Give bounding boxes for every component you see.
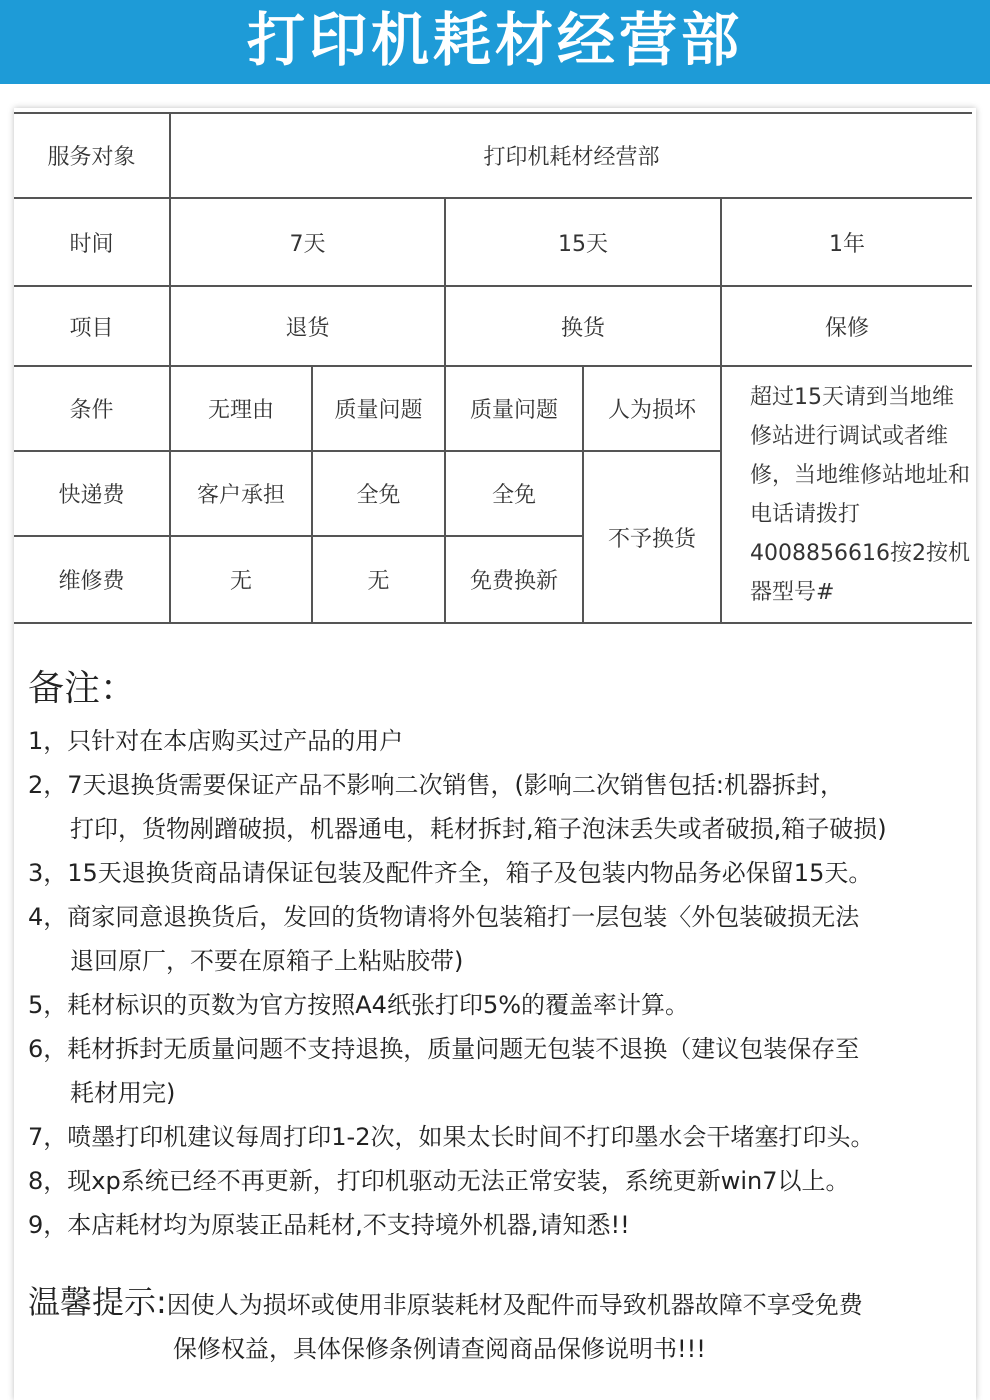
table-row	[14, 113, 972, 198]
note-item: 3，15天退换货商品请保证包装及配件齐全，箱子及包装内物品务必保留15天。	[28, 859, 873, 887]
table-row	[14, 198, 972, 286]
cell: 无	[170, 536, 312, 623]
row-label: 项目	[14, 286, 170, 366]
cell: 客户承担	[170, 451, 312, 536]
cell: 15天	[445, 198, 721, 286]
note-item: 7，喷墨打印机建议每周打印1-2次，如果太长时间不打印墨水会干堵塞打印头。	[28, 1123, 875, 1151]
tip-label: 温馨提示:	[28, 1283, 167, 1321]
note-item: 耗材用完)	[70, 1079, 176, 1107]
row-label: 维修费	[14, 536, 170, 623]
row-label: 条件	[14, 366, 170, 451]
cell: 免费换新	[445, 536, 583, 623]
warranty-cell: 超过15天请到当地维修站进行调试或者维修，当地维修站地址和电话请拨打4008856616按2按机器型号#	[721, 366, 972, 623]
tip-text-2: 保修权益，具体保修条例请查阅商品保修说明书!!!	[173, 1335, 706, 1363]
cell: 质量问题	[445, 366, 583, 451]
tip-section	[28, 1280, 978, 1371]
cell: 全免	[312, 451, 445, 536]
notes-title: 备注：	[28, 668, 137, 709]
note-item: 6，耗材拆封无质量问题不支持退换，质量问题无包装不退换（建议包装保存至	[28, 1035, 860, 1063]
cell: 质量问题	[312, 366, 445, 451]
cell: 无理由	[170, 366, 312, 451]
cell: 人为损坏	[583, 366, 721, 451]
tip-text: 因使人为损坏或使用非原装耗材及配件而导致机器故障不享受免费	[166, 1291, 863, 1319]
banner-title: 打印机耗材经营部	[0, 0, 990, 84]
cell: 退货	[170, 286, 445, 366]
note-item: 1，只针对在本店购买过产品的用户	[28, 727, 404, 755]
note-item: 打印，货物剐蹭破损，机器通电，耗材拆封,箱子泡沫丢失或者破损,箱子破损)	[70, 815, 887, 843]
cell: 打印机耗材经营部	[170, 113, 972, 198]
note-item: 9，本店耗材均为原装正品耗材,不支持境外机器,请知悉!!	[28, 1211, 630, 1239]
cell: 保修	[721, 286, 972, 366]
note-item: 5，耗材标识的页数为官方按照A4纸张打印5%的覆盖率计算。	[28, 991, 690, 1019]
service-table	[14, 112, 972, 624]
cell: 1年	[721, 198, 972, 286]
cell: 换货	[445, 286, 721, 366]
note-item: 2，7天退换货需要保证产品不影响二次销售，(影响二次销售包括:机器拆封，	[28, 771, 844, 799]
row-label: 时间	[14, 198, 170, 286]
row-label: 快递费	[14, 451, 170, 536]
note-item: 4，商家同意退换货后，发回的货物请将外包装箱打一层包装〈外包装破损无法	[28, 903, 860, 931]
cell: 无	[312, 536, 445, 623]
table-row	[14, 366, 972, 451]
row-label: 服务对象	[14, 113, 170, 198]
note-item: 退回原厂，不要在原箱子上粘贴胶带)	[70, 947, 464, 975]
cell: 7天	[170, 198, 445, 286]
cell: 不予换货	[583, 451, 721, 623]
table-row	[14, 286, 972, 366]
notes-section	[28, 660, 978, 1247]
note-item: 8，现xp系统已经不再更新，打印机驱动无法正常安装，系统更新win7以上。	[28, 1167, 850, 1195]
cell: 全免	[445, 451, 583, 536]
